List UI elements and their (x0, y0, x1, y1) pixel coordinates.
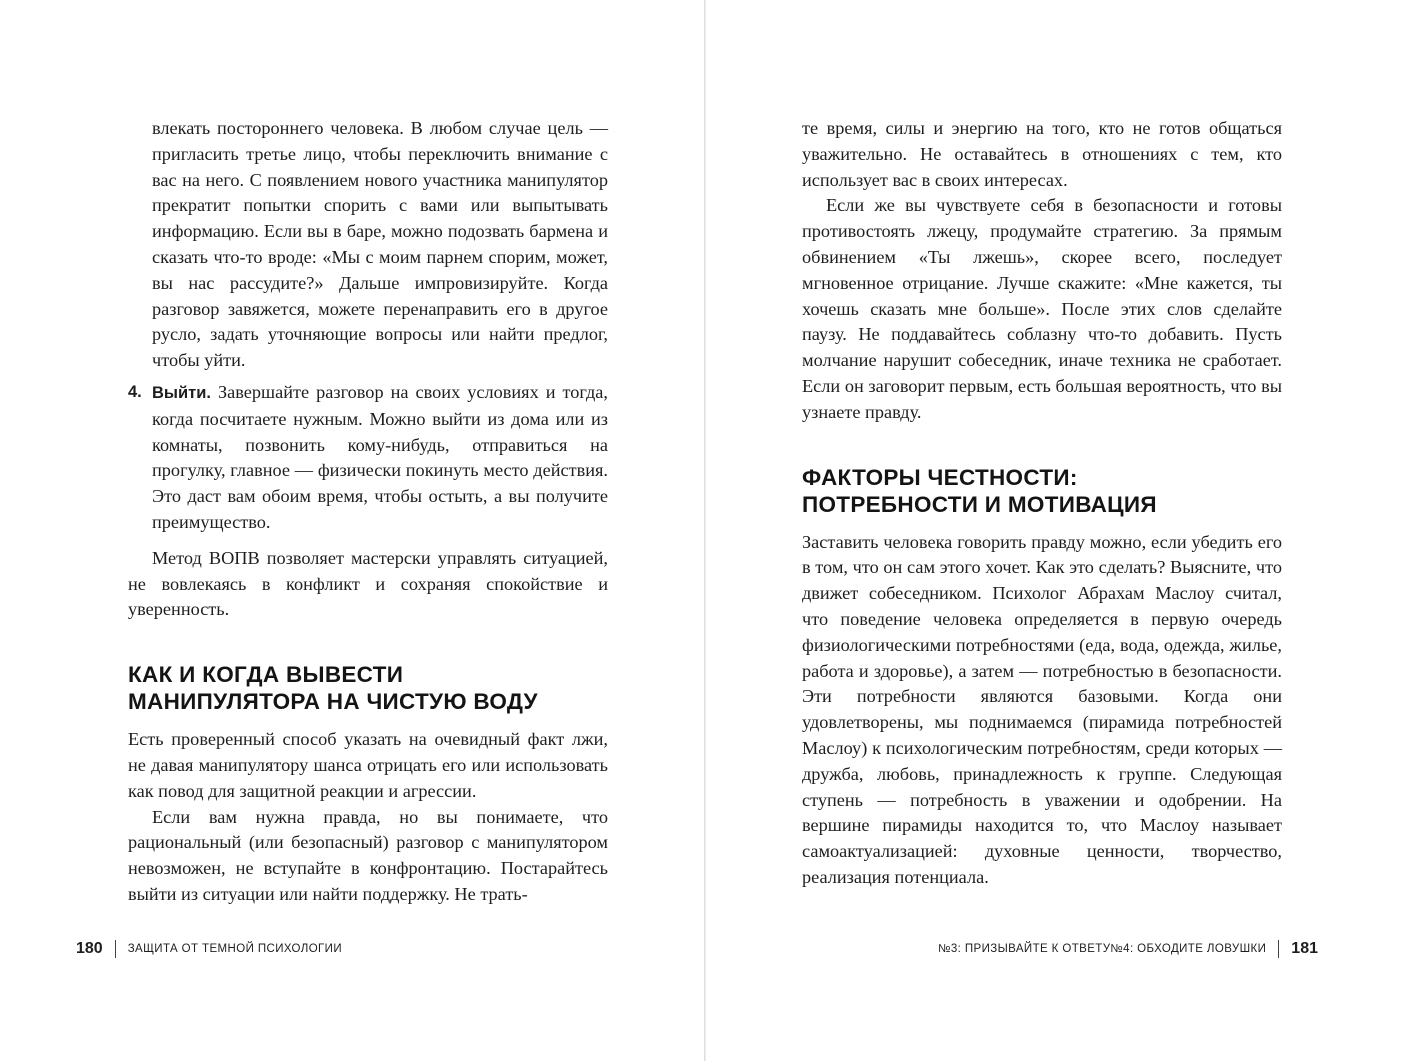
running-head-left: ЗАЩИТА ОТ ТЕМНОЙ ПСИХОЛОГИИ (127, 943, 343, 955)
continued-list-paragraph: влекать постороннего человека. В любом случае цель — пригласить третье лицо, чтобы переключить внимание с вас на него. С появлением нового участника манипулятор прекратит попытки спорить с вами или выпытывать информацию. Если вы в баре, можно подозвать бармена и сказать что-то вроде: «Мы с моим парнем спорим, может, вы нас рассудите?» Дальше импровизируйте. Когда разговор завяжется, можете перенаправить его в другое русло, задать уточняющие вопросы или найти предлог, чтобы уйти. (152, 118, 608, 371)
right-text-block (802, 116, 1282, 891)
right-paragraph-1: те время, силы и энергию на того, кто не готов общаться уважительно. Не оставайтесь в отношениях с тем, кто использует вас в своих интересах. (802, 118, 1282, 190)
right-paragraph-2: Если же вы чувствуете себя в безопасности и готовы противостоять лжецу, продумайте стратегию. За прямым обвинением «Ты лжешь», скорее всего, последует мгновенное отрицание. Лучше скажите: «Мне кажется, ты хочешь сказать мне больше». После этих слов сделайте паузу. Не поддавайтесь соблазну что-то добавить. Пусть молчание нарушит собеседник, иначе техника не сработает. Если он заговорит первым, есть большая вероятность, что вы узнаете правду. (802, 195, 1282, 422)
list-number: 4. (128, 382, 142, 401)
heading-line-2: ПОТРЕБНОСТИ И МОТИВАЦИЯ (802, 491, 1157, 517)
section-heading-right (802, 464, 1282, 518)
left-footer (76, 939, 342, 959)
left-text-block (128, 116, 608, 908)
left-page (0, 0, 704, 1061)
list-item-4 (128, 380, 608, 536)
right-page (706, 0, 1410, 1061)
right-footer (938, 939, 1318, 959)
section-paragraph-2: Если вам нужна правда, но вы понимаете, что рациональный (или безопасный) разговор с манипулятором невозможен, не вступайте в конфронтацию. Постарайтесь выйти из ситуации или найти поддержку. Не трать- (128, 806, 608, 904)
list-item-lead: Выйти. (152, 383, 211, 402)
page-number-181: 181 (1291, 940, 1318, 957)
right-paragraph-3: Заставить человека говорить правду можно, если убедить его в том, что он сам этого хочет. Как это сделать? Выясните, что движет собеседником. Психолог Абрахам Маслоу считал, что поведение человека определяется в первую очередь физиологическими потребностями (еда, вода, одежда, жилье, работа и здоровье), а затем — потребностью в безопасности. Эти потребности являются базовыми. Когда они удовлетворены, мы поднимаемся (пирамида потребностей Маслоу) к психологическим потребностям, среди которых — дружба, любовь, принадлежность к группе. Следующая ступень — потребность в уважении и одобрении. На вершине пирамиды находится то, что Маслоу называет самоактуализацией: духовные ценности, творчество, реализация потенциала. (802, 531, 1282, 887)
page-number-180: 180 (76, 940, 103, 957)
list-item-text: Завершайте разговор на своих условиях и тогда, когда посчитаете нужным. Можно выйти из дома или из комнаты, позвонить кому-нибудь, отправиться на прогулку, главное — физически покинуть место действия. Это даст вам обоим время, чтобы остыть, а вы получите преимущество. (152, 381, 608, 532)
footer-separator (115, 940, 116, 958)
heading-line-2: МАНИПУЛЯТОРА НА ЧИСТУЮ ВОДУ (128, 689, 538, 715)
heading-line-1: КАК И КОГДА ВЫВЕСТИ (128, 662, 404, 688)
footer-separator (1278, 940, 1279, 958)
running-head-right: №3: ПРИЗЫВАЙТЕ К ОТВЕТУ№4: ОБХОДИТЕ ЛОВУШКИ (938, 943, 1267, 955)
section-paragraph-1: Есть проверенный способ указать на очевидный факт лжи, не давая манипулятору шанса отрицать его или использовать как повод для защитной реакции и агрессии. (128, 729, 608, 801)
section-heading-left (128, 661, 608, 715)
summary-paragraph: Метод ВОПВ позволяет мастерски управлять ситуацией, не вовлекаясь в конфликт и сохраняя спокойствие и уверенность. (128, 547, 608, 620)
heading-line-1: ФАКТОРЫ ЧЕСТНОСТИ: (802, 464, 1078, 490)
